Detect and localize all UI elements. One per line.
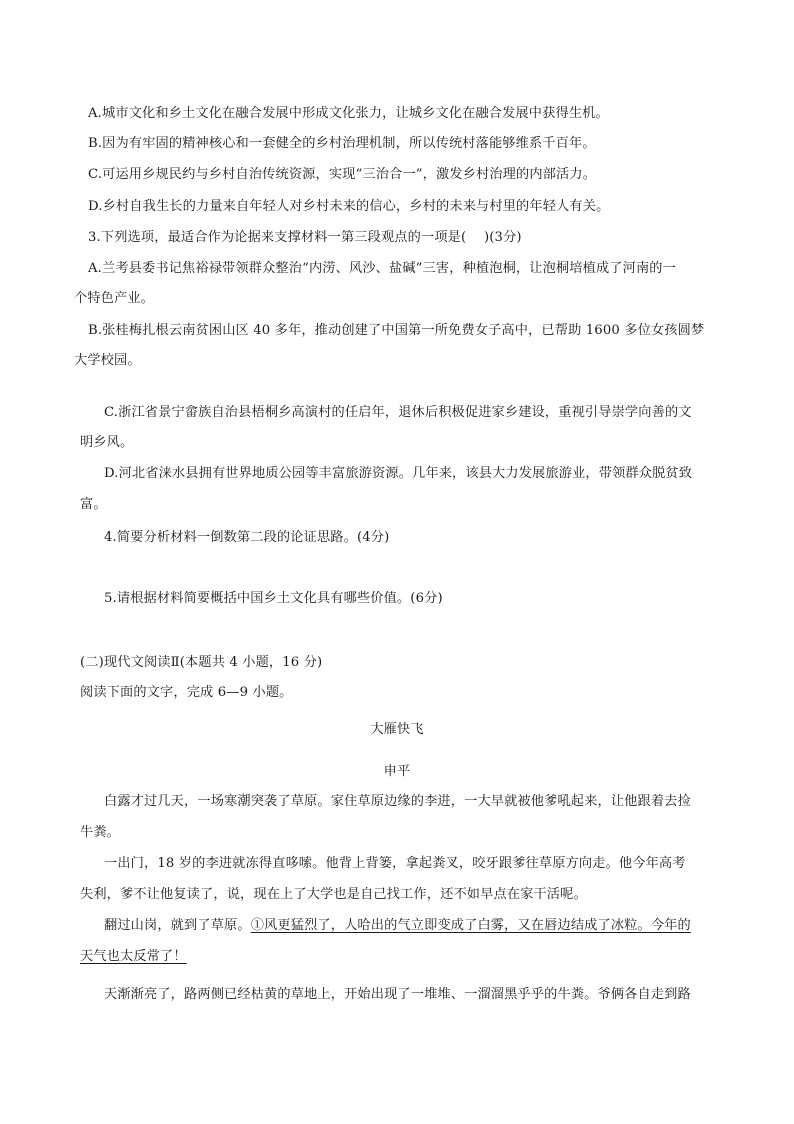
story-paragraph-4-line1: 天渐渐亮了，路两侧已经枯黄的草地上，开始出现了一堆堆、一溜溜黑乎乎的牛粪。爷俩各自走到路 bbox=[104, 987, 691, 1002]
story-paragraph-2-line1: 一出门，18 岁的李进就冻得直哆嗦。他背上背篓，拿起粪叉，咬牙跟爹往草原方向走。他今年高考 bbox=[104, 856, 686, 871]
story-author: 申平 bbox=[383, 764, 411, 779]
story-title: 大雁快飞 bbox=[370, 722, 424, 737]
q3-option-c-line1: C.浙江省景宁畲族自治县梧桐乡高演村的任启年，退休后积极促进家乡建设，重视引导崇学向善的文 bbox=[104, 405, 692, 420]
q3-option-b-line1: B.张桂梅扎根云南贫困山区 40 多年，推动创建了中国第一所免费女子高中，已帮助 1600 多位女孩圆梦 bbox=[88, 323, 705, 338]
section-2-instruction: 阅读下面的文字，完成 6—9 小题。 bbox=[80, 685, 293, 700]
q3-option-c-line2: 明乡风。 bbox=[80, 435, 134, 450]
story-paragraph-3-line1 bbox=[104, 917, 691, 935]
q3-option-a-line2: 个特色产业。 bbox=[74, 291, 155, 306]
story-paragraph-2-line2: 失利，爹不让他复读了，说，现在上了大学也是自己找工作，还不如早点在家干活呢。 bbox=[80, 887, 587, 902]
underlined-sentence-1-continued: 天气也太反常了！ bbox=[80, 949, 187, 964]
section-2-heading: (二)现代文阅读Ⅱ(本题共 4 小题，16 分) bbox=[80, 655, 323, 670]
story-paragraph-3-text: 翻过山岗，就到了草原。 bbox=[104, 918, 251, 933]
q2-option-a: A.城市文化和乡土文化在融合发展中形成文化张力，让城乡文化在融合发展中获得生机。 bbox=[88, 106, 609, 121]
question-5: 5.请根据材料简要概括中国乡土文化具有哪些价值。(6分) bbox=[104, 591, 443, 606]
underlined-sentence-1: ①风更猛烈了，人哈出的气立即变成了白雾，又在唇边结成了冰粒。今年的 bbox=[250, 918, 691, 933]
question-4: 4.简要分析材料一倒数第二段的论证思路。(4分) bbox=[104, 530, 390, 545]
q2-option-d: D.乡村自我生长的力量来自年轻人对乡村未来的信心，乡村的未来与村里的年轻人有关。 bbox=[88, 199, 610, 214]
q3-option-d-line1: D.河北省涞水县拥有世界地质公园等丰富旅游资源。几年来，该县大力发展旅游业，带领群众脱贫致 bbox=[104, 466, 693, 481]
q2-option-b: B.因为有牢固的精神核心和一套健全的乡村治理机制，所以传统村落能够维系千百年。 bbox=[88, 136, 596, 151]
q3-option-b-line2: 大学校园。 bbox=[74, 353, 141, 368]
q3-option-d-line2: 富。 bbox=[80, 497, 107, 512]
story-paragraph-3-line2 bbox=[80, 948, 187, 966]
question-3-stem: 3.下列选项，最适合作为论据来支撑材料一第三段观点的一项是( )(3分) bbox=[88, 230, 522, 245]
story-paragraph-1-line1: 白露才过几天，一场寒潮突袭了草原。家住草原边缘的李进，一大早就被他爹吼起来，让他跟着去捡 bbox=[104, 794, 691, 809]
q2-option-c: C.可运用乡规民约与乡村自治传统资源，实现“三治合一”，激发乡村治理的内部活力。 bbox=[88, 167, 597, 182]
q3-option-a-line1: A.兰考县委书记焦裕禄带领群众整治“内涝、风沙、盐碱”三害，种植泡桐，让泡桐培植成了河南的一 bbox=[88, 261, 676, 276]
story-paragraph-1-line2: 牛粪。 bbox=[80, 825, 121, 840]
